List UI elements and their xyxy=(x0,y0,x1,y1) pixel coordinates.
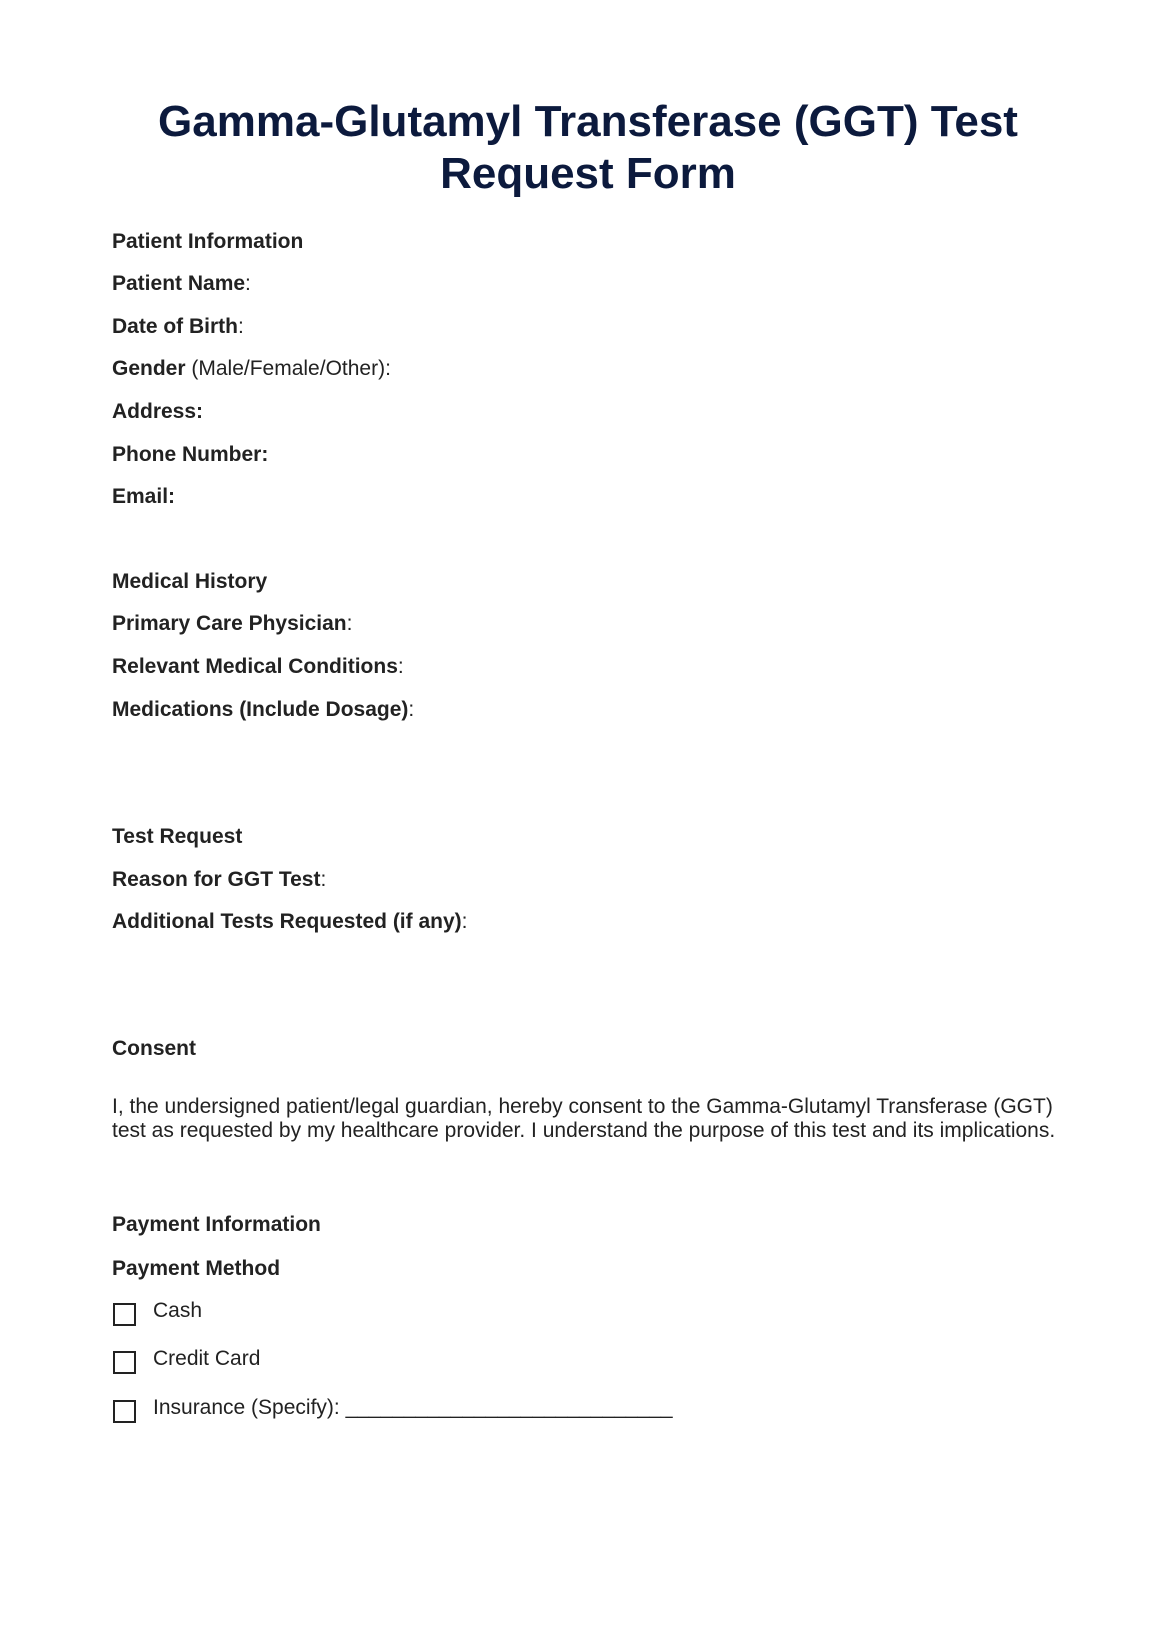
colon: : xyxy=(397,655,404,678)
credit-card-label: Credit Card xyxy=(153,1347,261,1370)
payment-info-heading: Payment Information xyxy=(112,1213,321,1236)
patient-name-field xyxy=(112,271,251,297)
colon: : xyxy=(408,698,415,721)
patient-info-heading: Patient Information xyxy=(112,230,304,253)
cash-checkbox[interactable] xyxy=(113,1303,136,1326)
email-label: Email: xyxy=(112,485,176,508)
colon: : xyxy=(320,868,327,891)
physician-label: Primary Care Physician xyxy=(112,612,347,635)
reason-field xyxy=(112,867,326,893)
gender-label: Gender xyxy=(112,357,186,380)
colon: : xyxy=(461,910,468,933)
conditions-label: Relevant Medical Conditions xyxy=(112,655,398,678)
reason-label: Reason for GGT Test xyxy=(112,868,321,891)
cash-label: Cash xyxy=(153,1299,203,1322)
dob-label: Date of Birth xyxy=(112,315,238,338)
payment-method-label: Payment Method xyxy=(112,1257,281,1280)
additional-tests-label: Additional Tests Requested (if any) xyxy=(112,910,462,933)
credit-card-checkbox[interactable] xyxy=(113,1351,136,1374)
medical-history-heading: Medical History xyxy=(112,570,268,593)
medications-field xyxy=(112,697,414,723)
patient-name-label: Patient Name xyxy=(112,272,246,295)
consent-heading: Consent xyxy=(112,1037,196,1060)
page-title: Gamma-Glutamyl Transferase (GGT) Test Request Form xyxy=(158,97,1018,198)
physician-field xyxy=(112,611,352,637)
test-request-heading: Test Request xyxy=(112,825,243,848)
colon: : xyxy=(346,612,353,635)
phone-label: Phone Number: xyxy=(112,443,269,466)
address-label: Address: xyxy=(112,400,204,423)
medications-label: Medications (Include Dosage) xyxy=(112,698,409,721)
colon: : xyxy=(245,272,251,295)
insurance-checkbox[interactable] xyxy=(113,1400,136,1423)
additional-tests-field xyxy=(112,909,468,935)
gender-field xyxy=(112,356,391,382)
colon: : xyxy=(238,315,244,338)
consent-text: I, the undersigned patient/legal guardian, hereby consent to the Gamma-Glutamyl Transferase (GGT) test as requested by my healthcare provider. I understand the purpose of this test and its implications. xyxy=(112,1095,1056,1142)
conditions-field xyxy=(112,654,404,680)
gender-options: (Male/Female/Other): xyxy=(185,357,391,380)
insurance-label: Insurance (Specify): ____________________________ xyxy=(153,1396,673,1419)
dob-field xyxy=(112,314,244,340)
